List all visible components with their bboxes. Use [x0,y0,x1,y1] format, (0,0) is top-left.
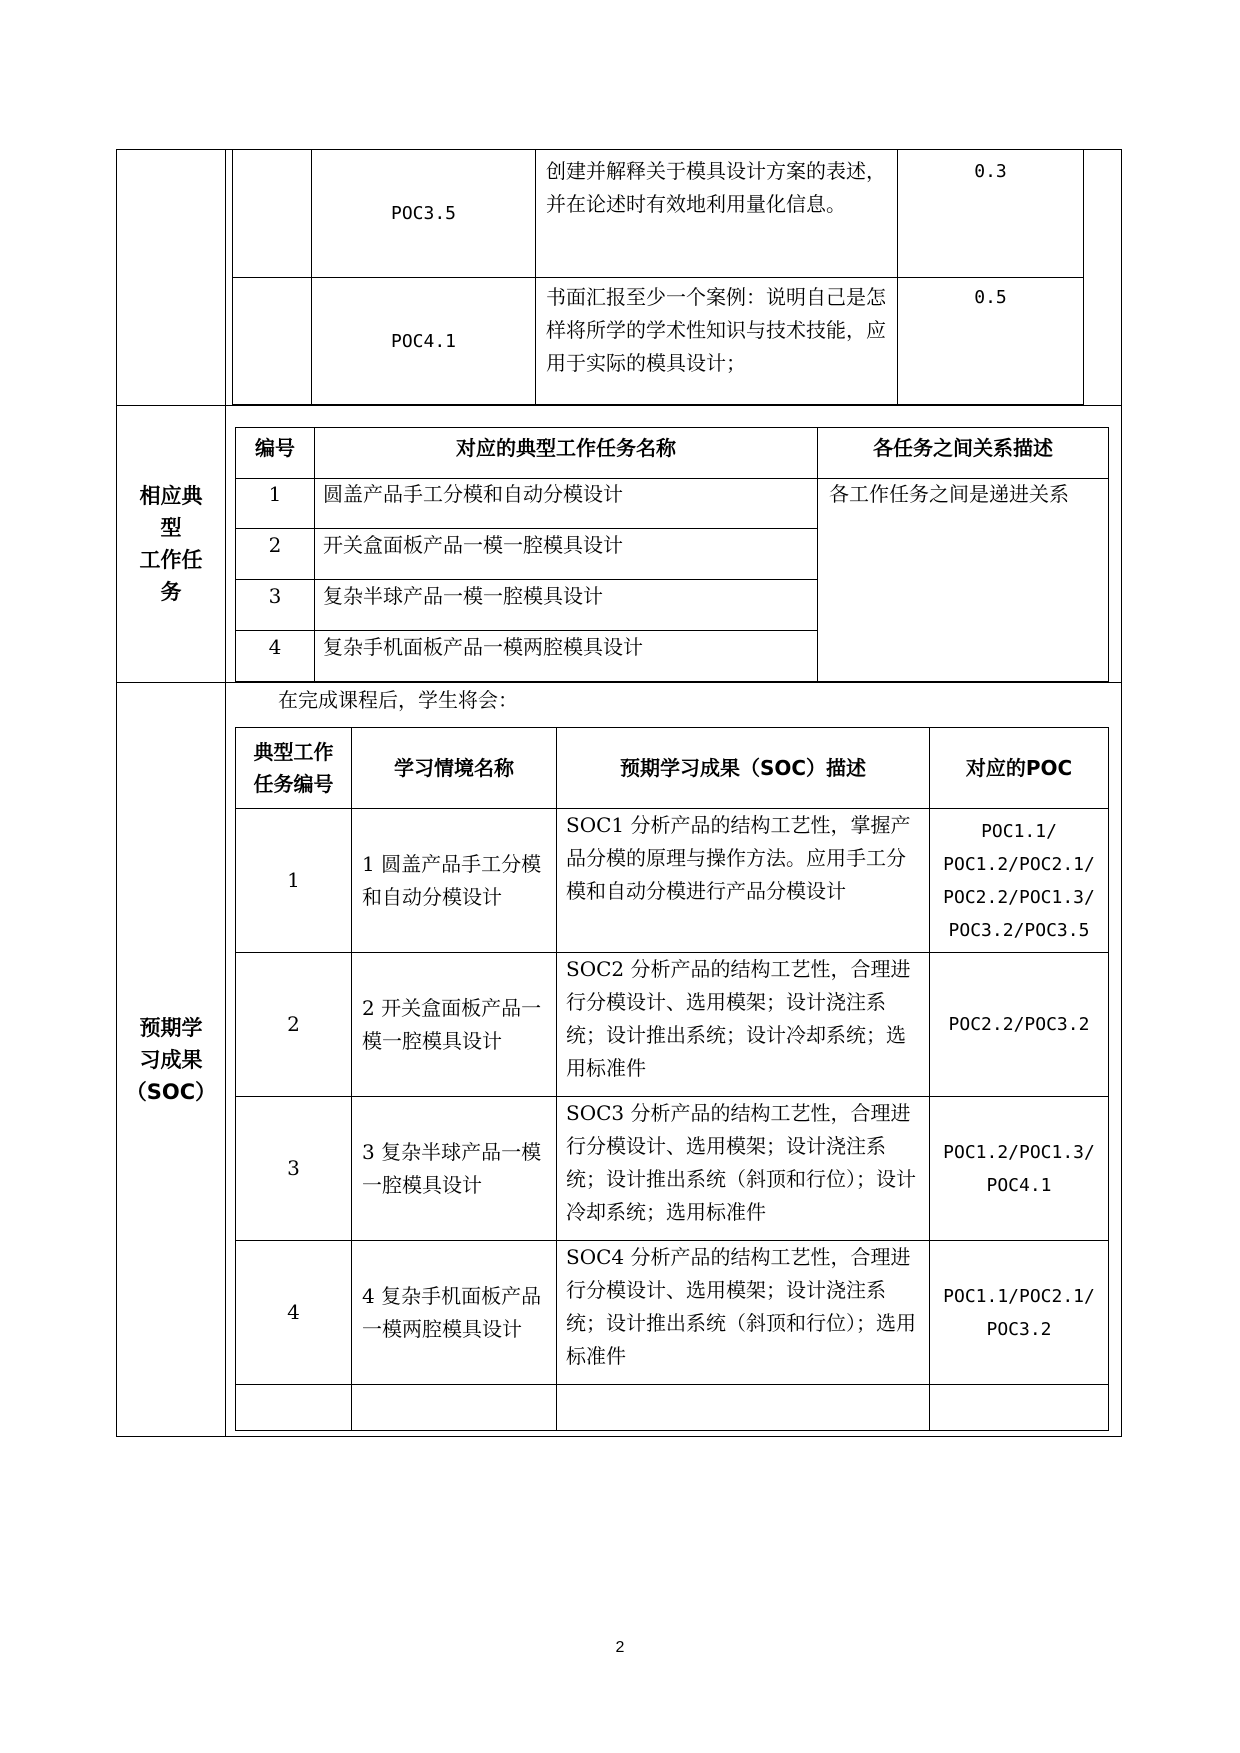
soc-header-task-no [236,728,351,808]
soc-header-scenario: 学习情境名称 [394,755,514,780]
soc-header-poc: 对应的POC [965,755,1073,780]
soc-row-poc: POC1.1/ POC1.2/POC2.1/ POC2.2/POC1.3/ POC3.2/POC3.5 [943,820,1095,941]
soc-row-scenario: 2 开关盒面板产品一模一腔模具设计 [362,995,542,1053]
soc-row-poc: POC1.1/POC2.1/ POC3.2 [943,1285,1095,1340]
soc-header-task-no-line: 任务编号 [253,772,334,796]
poc-description: 创建并解释关于模具设计方案的表述，并在论述时有效地利用量化信息。 [546,159,886,216]
soc-row-scenario: 4 复杂手机面板产品一模两腔模具设计 [362,1283,542,1341]
soc-section-label [117,683,225,1436]
soc-row-description: SOC1 分析产品的结构工艺性，掌握产品分模的原理与操作方法。应用手工分模和自动分模进行产品分模设计 [566,813,911,903]
soc-header-task-no-line: 典型工作 [253,740,334,764]
poc-weight: 0.3 [974,161,1007,182]
task-name: 圆盖产品手工分模和自动分模设计 [323,482,623,506]
tasks-section-label [117,406,225,682]
soc-row-scenario: 3 复杂半球产品一模一腔模具设计 [362,1139,542,1197]
task-name: 复杂半球产品一模一腔模具设计 [323,584,603,608]
task-no: 4 [268,635,282,659]
poc-code: POC4.1 [390,330,457,352]
task-name: 开关盒面板产品一模一腔模具设计 [323,533,623,557]
soc-row-poc: POC1.2/POC1.3/ POC4.1 [943,1141,1095,1196]
soc-intro: 在完成课程后，学生将会： [278,688,518,712]
task-name: 复杂手机面板产品一模两腔模具设计 [323,635,643,659]
soc-row-no: 3 [287,1156,300,1180]
poc-weight: 0.5 [974,287,1007,308]
tasks-label-line: 型 [160,516,182,540]
soc-row-poc: POC2.2/POC3.2 [948,1014,1090,1035]
task-no: 2 [268,533,282,557]
tasks-label-line: 务 [160,580,182,604]
soc-label-line: （SOC） [125,1079,217,1104]
task-no: 1 [268,482,282,506]
tasks-header-relation: 各任务之间关系描述 [873,436,1053,460]
soc-row-no: 2 [287,1012,300,1036]
poc-code: POC3.5 [390,203,457,224]
soc-row-scenario: 1 圆盖产品手工分模和自动分模设计 [362,851,542,909]
page-number: 2 [615,1639,625,1656]
poc-description: 书面汇报至少一个案例：说明自己是怎样将所学的学术性知识与技术技能，应用于实际的模具设计； [546,285,886,375]
soc-header-soc: 预期学习成果（SOC）描述 [619,755,867,780]
task-no: 3 [268,584,282,608]
soc-row-description: SOC3 分析产品的结构工艺性，合理进行分模设计、选用模架；设计浇注系统；设计推出系统（斜顶和行位）；设计冷却系统；选用标准件 [566,1101,916,1224]
soc-row-no: 1 [287,868,300,892]
soc-row-description: SOC2 分析产品的结构工艺性，合理进行分模设计、选用模架；设计浇注系统；设计推出系统；设计冷却系统；选用标准件 [566,957,911,1080]
tasks-header-name: 对应的典型工作任务名称 [456,436,676,460]
tasks-header-no: 编号 [255,436,295,460]
soc-label-line: 预期学 [139,1015,203,1040]
soc-row-no: 4 [287,1300,300,1324]
task-relation: 各工作任务之间是递进关系 [829,482,1069,506]
soc-label-line: 习成果 [139,1047,203,1072]
tasks-label-line: 工作任 [139,548,203,572]
tasks-label-line: 相应典 [139,484,203,508]
soc-row-description: SOC4 分析产品的结构工艺性，合理进行分模设计、选用模架；设计浇注系统；设计推出系统（斜顶和行位）；选用标准件 [566,1245,916,1368]
